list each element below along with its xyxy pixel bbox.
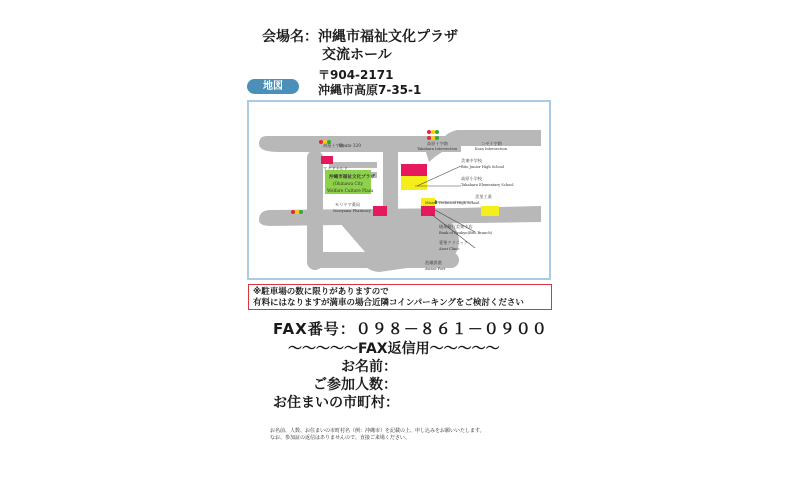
- bank-building: [421, 206, 435, 216]
- address: 沖縄市高原7-35-1: [318, 83, 422, 97]
- access-map: [247, 100, 551, 280]
- footnote-line-2: なお、参加証の返信はありませんので、直接ご来場ください。: [270, 435, 410, 441]
- label-bank-en: Bank of Ryukyu(Bito Branch): [439, 231, 493, 235]
- label-route329-ja: 胡屋十字路: [323, 143, 344, 148]
- notice-line-2: 有料にはなりますが満車の場合近隣コインパーキングをご検討ください: [253, 298, 524, 308]
- venue-name: 沖縄市福祉文化プラザ: [318, 29, 458, 45]
- label-takahara-en: Takahara Intersection: [417, 147, 458, 151]
- fax-reply-heading: ～～～～～FAX返信用～～～～～: [288, 341, 500, 357]
- form-people-label: ご参加人数：: [313, 377, 397, 393]
- jhs-building: [401, 164, 427, 176]
- traffic-light-icon: [427, 130, 439, 134]
- label-pharmacy-en: Moriyama Pharmacy: [333, 209, 371, 213]
- mcdonalds-building: [321, 156, 333, 164]
- map-drawing: [249, 102, 549, 278]
- map-badge: 地図: [247, 79, 299, 94]
- label-jhs-ja: 美東中学校: [461, 158, 482, 163]
- label-plaza-en1: (Okinawa City: [333, 181, 364, 186]
- label-es-ja: 高原小学校: [461, 176, 482, 181]
- venue-hall: 交流ホール: [322, 47, 392, 63]
- footnote-line-1: お名前、人数、お住まいの市町村名（例：沖縄市）を記載の上、申し込みをお願いいたします。: [270, 428, 485, 434]
- label-port-en: Awase Port: [425, 267, 446, 271]
- label-plaza-ja: 沖縄市福祉文化プラザ: [329, 175, 375, 180]
- venue-label: 会場名：: [262, 29, 318, 45]
- label-route329-en: Route 329: [339, 143, 361, 148]
- traffic-light-icon: [427, 136, 439, 140]
- tech-building-b: [481, 206, 499, 216]
- label-clinic-en: Aisei Clinic: [439, 247, 460, 251]
- notice-line-1: ※駐車場の数に限りがありますので: [253, 287, 389, 297]
- label-es-en: Takahara Elementary School: [461, 183, 514, 187]
- label-jhs-en: Bito Junior High School: [461, 165, 505, 169]
- label-koza-ja: コザ十字路: [481, 141, 502, 146]
- parking-notice: [248, 284, 552, 310]
- label-plaza-en2: Welfare Culture Plaza: [327, 188, 374, 193]
- roads: [259, 130, 541, 272]
- label-takahara-ja: 高原十字路: [427, 141, 448, 146]
- form-city-label: お住まいの市町村：: [273, 395, 399, 411]
- label-tech-en: Misato Technical High School: [425, 201, 480, 205]
- label-tech-ja: 美里工業: [475, 194, 492, 199]
- label-koza-en: Koza Intersection: [475, 147, 508, 151]
- label-mcdonalds: マクドナルド: [323, 166, 348, 171]
- label-port-ja: 泡瀬漁港: [425, 260, 442, 265]
- postal-code: 〒904-2171: [318, 68, 394, 82]
- form-name-label: お名前：: [341, 359, 397, 375]
- pharmacy-building: [373, 206, 387, 216]
- traffic-light-icon: [291, 210, 303, 214]
- label-bank-ja: 琉球銀行美東支店: [439, 224, 473, 229]
- label-pharmacy-ja: モリヤマ薬局: [335, 202, 361, 207]
- fax-number: FAX番号：０９８－８６１－０９００: [273, 320, 548, 338]
- label-clinic-ja: 愛聖クリニック: [439, 240, 469, 245]
